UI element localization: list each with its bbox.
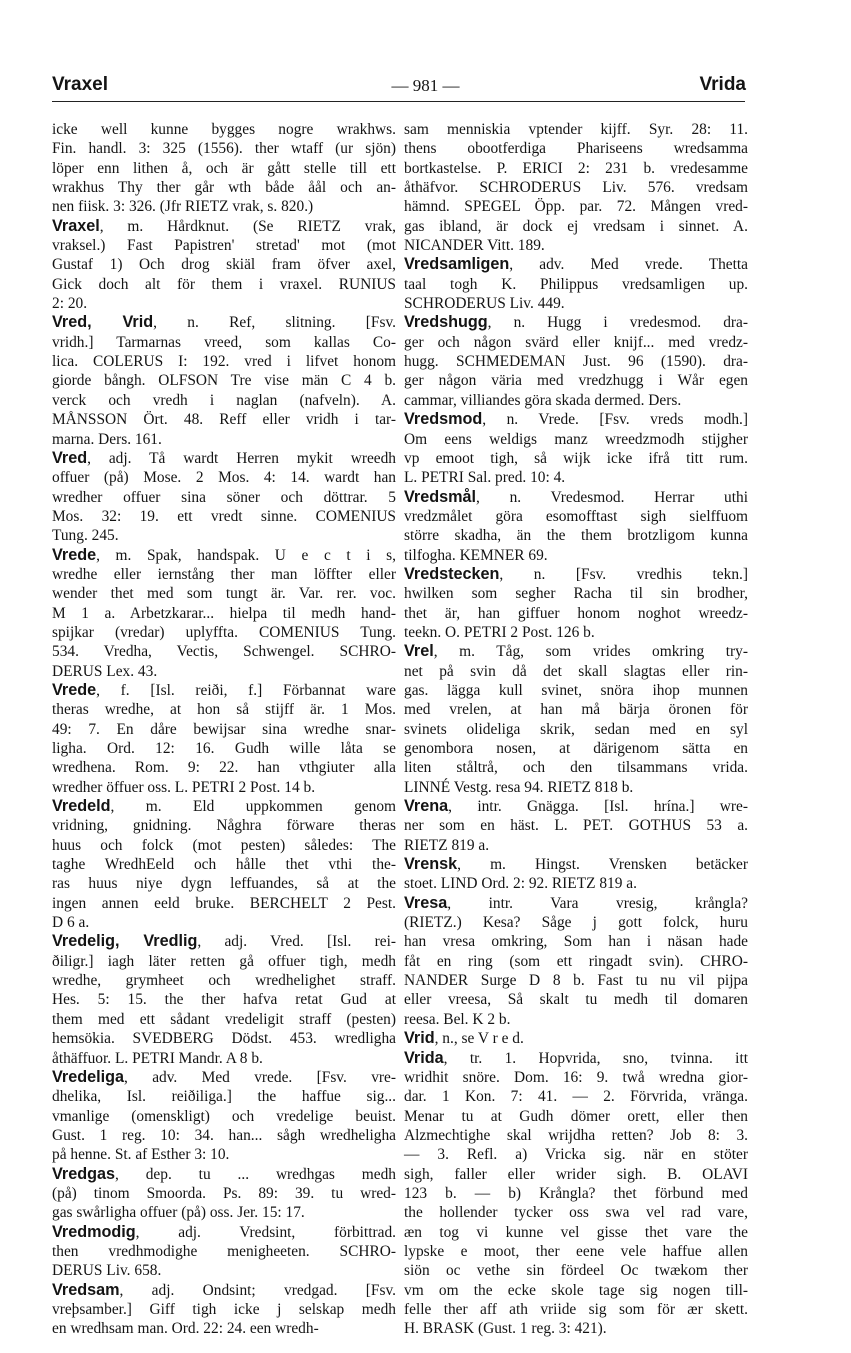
text-line: ingen annen eeld bruke. BERCHELT 2 Pest. xyxy=(52,894,396,912)
text-line: H. BRASK (Gust. 1 reg. 3: 421). xyxy=(404,1320,607,1338)
text-line: stoet. LIND Ord. 2: 92. RIETZ 819 a. xyxy=(404,875,637,893)
text-line: 2: 20. xyxy=(52,295,88,313)
headword: Vredeld xyxy=(52,797,111,816)
text-line: DERUS Liv. 658. xyxy=(52,1262,162,1280)
text-line: vridh.] Tarmarnas vreed, som kallas Co- xyxy=(52,333,396,351)
headword: Vrede xyxy=(52,680,97,699)
text-line: Vredsmål, n. Vredesmod. Herrar uthi xyxy=(404,487,748,506)
text-line: med vrelen, at han må bärja öronen för xyxy=(404,701,748,719)
text-line: större skadha, än the them brotzligom kunna xyxy=(404,527,748,545)
text-line: Tung. 245. xyxy=(52,527,119,545)
text-line: offuer (på) Mose. 2 Mos. 4: 14. wardt han xyxy=(52,469,396,487)
text-line: hwilken som segher Racha til sin brodher, xyxy=(404,585,748,603)
headword: Vrid xyxy=(404,1029,435,1048)
text-line: Vresa, intr. Vara vresig, krångla? xyxy=(404,893,748,912)
headword: Vredsmål xyxy=(404,487,476,506)
left-column xyxy=(52,120,396,1339)
headword: Vred, Vrid xyxy=(52,313,154,332)
right-column xyxy=(404,120,748,1339)
text-line: 123 b. — b) Krångla? thet förbund med xyxy=(404,1184,748,1202)
headword: Vrel xyxy=(404,642,434,661)
running-head-left: Vraxel xyxy=(52,74,108,95)
text-line: wender thet med som tungt är. Var. rer. voc. xyxy=(52,585,396,603)
text-line: Vred, adj. Tå wardt Herren mykit wreedh xyxy=(52,448,396,467)
text-line: icke well kunne bygges nogre wrakhws. xyxy=(52,121,396,138)
text-line: ger och någon svärd eller knijf... med vredz- xyxy=(404,333,748,351)
text-line: ger någon väria med vredzhugg i Wår egen xyxy=(404,372,748,390)
text-line: eller vreesa, Så skalt tu medh til domaren xyxy=(404,991,748,1009)
text-line: Vrede, f. [Isl. reiði, f.] Förbannat ware xyxy=(52,680,396,699)
text-line: net på svin då det skall slagtas eller rin- xyxy=(404,662,748,680)
text-line: Menar tu at Gudh dömer orett, eller then xyxy=(404,1107,748,1125)
text-line: Vredsmod, n. Vrede. [Fsv. vreds modh.] xyxy=(404,410,748,429)
text-line: huus och folck (mot pesten) således: The xyxy=(52,836,396,854)
text-line: Gustaf 1) Och drog skiäl fram öfver axel, xyxy=(52,256,396,274)
text-line: Vrede, m. Spak, handspak. U e c t i s, xyxy=(52,545,396,564)
text-line: åthäfvor. SCHRODERUS Liv. 576. vredsam xyxy=(404,179,748,197)
headword: Vresa xyxy=(404,893,448,912)
text-line: Vrena, intr. Gnägga. [Isl. hrína.] wre- xyxy=(404,797,748,816)
headword: Vrena xyxy=(404,797,449,816)
text-line: nen fiisk. 3: 326. (Jfr RIETZ vrak, s. 820.) xyxy=(52,198,314,216)
text-line: lica. COLERUS I: 192. vred i lifvet honom xyxy=(52,353,396,371)
text-line: siön oc vethe sin fördeel Oc twækom ther xyxy=(404,1262,748,1280)
text-line: Mos. 32: 19. ett vredt sinne. COMENIUS xyxy=(52,507,396,525)
text-line: Vredsamligen, adv. Med vrede. Thetta xyxy=(404,255,748,274)
text-line: taal togh K. Philippus vredsamligen up. xyxy=(404,275,748,293)
text-line: verck och vredh i naglan (nafveln). A. xyxy=(52,391,396,409)
text-line: åthäffuor. L. PETRI Mandr. A 8 b. xyxy=(52,1049,263,1067)
text-line: spijkar (vredar) uplyffta. COMENIUS Tung. xyxy=(52,623,396,641)
text-line: DERUS Lex. 43. xyxy=(52,662,158,680)
headword: Vrida xyxy=(404,1048,444,1067)
text-line: Gick doch alt för them i vraxel. RUNIUS xyxy=(52,275,396,293)
text-line: 49: 7. En dåre bewijsar sina wredhe snar- xyxy=(52,720,396,738)
text-line: felle ther aff ath vriide sig som för ær skett. xyxy=(404,1300,748,1318)
text-line: Vrid, n., se V r e d. xyxy=(404,1029,524,1048)
text-line: Hes. 5: 15. the ther hafva retat Gud at xyxy=(52,991,396,1009)
text-line: Vredelig, Vredlig, adj. Vred. [Isl. rei- xyxy=(52,932,396,951)
text-line: svinets olideliga skrik, sedan med en syl xyxy=(404,720,748,738)
text-line: Gust. 1 reg. 10: 34. han... sågh wredheligha xyxy=(52,1126,396,1144)
text-line: thet är, han giffuer honom noghot wreedz- xyxy=(404,604,748,622)
text-line: Vredgas, dep. tu ... wredhgas medh xyxy=(52,1164,396,1183)
text-line: theras wredhe, at hon så stijff är. 1 Mos. xyxy=(52,701,396,719)
text-line: taghe WredhEeld och hålle thet vthi the- xyxy=(52,856,396,874)
text-line: wridhit snöre. Dom. 16: 9. twå wredna gior- xyxy=(404,1068,748,1086)
headword: Vredeliga xyxy=(52,1067,124,1086)
headword: Vred xyxy=(52,448,88,467)
text-line: bortkastelse. P. ERICI 2: 231 b. vredesamme xyxy=(404,159,748,177)
text-line: marna. Ders. 161. xyxy=(52,430,162,448)
text-line: vp emoot tigh, så wijk icke ifrå titt rum. xyxy=(404,449,748,467)
headword: Vrede xyxy=(52,545,97,564)
text-line: vridning, gnidning. Någhra förware theras xyxy=(52,817,396,835)
text-line: han vresa omkring, Som han i näsan hade xyxy=(404,933,748,951)
text-line: gas. lägga kull svinet, snöra ihop munnen xyxy=(404,681,748,699)
text-line: Vred, Vrid, n. Ref, slitning. [Fsv. xyxy=(52,313,396,332)
text-line: hämnd. SPEGEL Öpp. par. 72. Mången vred- xyxy=(404,198,748,216)
text-line: Vredstecken, n. [Fsv. vredhis tekn.] xyxy=(404,564,748,583)
headword: Vredsamligen xyxy=(404,255,510,274)
text-line: Vraxel, m. Hårdknut. (Se RIETZ vrak, xyxy=(52,216,396,235)
text-line: Fin. handl. 3: 325 (1556). ther wtaff (ur sjön) xyxy=(52,140,396,158)
header-rule xyxy=(52,101,745,102)
text-line: vreþsamber.] Giff tigh icke j selskap medh xyxy=(52,1300,396,1318)
text-line: vm om the ecke skole tage sig nogen till- xyxy=(404,1281,748,1299)
text-line: Vredmodig, adj. Vredsint, förbittrad. xyxy=(52,1222,396,1241)
headword: Vredgas xyxy=(52,1164,115,1183)
text-line: wredher offuer sina söner och döttrar. 5 xyxy=(52,488,396,506)
headword: Vredsmod xyxy=(404,410,483,429)
headword: Vredshugg xyxy=(404,313,488,332)
text-line: hugg. SCHMEDEMAN Just. 96 (1590). dra- xyxy=(404,353,748,371)
text-line: genombora nosen, at därigenom sätta en xyxy=(404,740,748,757)
text-line: liten ståltrå, och den tilsammans vrida. xyxy=(404,759,748,777)
headword: Vrensk xyxy=(404,855,458,874)
text-line: vraksel.) Fast Papistren' stretad' mot (mot xyxy=(52,237,396,255)
text-line: tilfogha. KEMNER 69. xyxy=(404,546,548,564)
text-line: löper enn lithen å, och är gått stelle till ett xyxy=(52,159,396,177)
text-line: Vrensk, m. Hingst. Vrensken betäcker xyxy=(404,855,748,874)
text-line: æn tog vi kunne vel gisse thet vare the xyxy=(404,1223,748,1241)
text-line: teekn. O. PETRI 2 Post. 126 b. xyxy=(404,623,595,641)
running-head-right: Vrida xyxy=(699,74,746,95)
text-line: på henne. St. af Esther 3: 10. xyxy=(52,1146,230,1164)
text-line: lypske e moot, ther eene vele haffue allen xyxy=(404,1242,748,1260)
text-line: them med ett sådant vredeligit straff (pesten) xyxy=(52,1010,396,1028)
text-line: wredhe eller iernstång ther man löffter eller xyxy=(52,565,396,583)
text-line: (på) tinom Smoorda. Ps. 89: 39. tu wred- xyxy=(52,1184,396,1202)
text-line: LINNÉ Vestg. resa 94. RIETZ 818 b. xyxy=(404,778,634,796)
text-line: vmanlige (omenskligt) och vredelige beuist. xyxy=(52,1107,396,1125)
text-line: ner som en häst. L. PET. GOTHUS 53 a. xyxy=(404,817,748,835)
text-line: M 1 a. Arbetzkarar... hielpa til medh hand- xyxy=(52,604,396,622)
text-line: Vrida, tr. 1. Hopvrida, sno, tvinna. itt xyxy=(404,1048,748,1067)
headword: Vredmodig xyxy=(52,1222,136,1241)
headword: Vredstecken xyxy=(404,564,500,583)
text-line: ðiligr.] iagh läter retten gå offuer tigh, medh xyxy=(52,952,396,970)
text-line: (RIETZ.) Kesa? Såge j gott folck, huru xyxy=(404,914,748,932)
text-line: then vredhmodighe menigheeten. SCHRO- xyxy=(52,1242,396,1260)
headword: Vraxel xyxy=(52,216,100,235)
text-line: — 3. Refl. a) Vricka sig. när en stöter xyxy=(404,1146,748,1164)
text-line: ras huus niye dygn leffuandes, så at the xyxy=(52,875,396,893)
text-line: sigh, faller eller wrider sigh. B. OLAVI xyxy=(404,1165,748,1183)
text-line: dar. 1 Kon. 7: 41. — 2. Förvrida, vränga. xyxy=(404,1088,748,1106)
text-line: Vredsam, adj. Ondsint; vredgad. [Fsv. xyxy=(52,1280,396,1299)
text-line: reesa. Bel. K 2 b. xyxy=(404,1010,511,1028)
headword: Vredsam xyxy=(52,1280,120,1299)
text-line: sam menniskia vptender kijff. Syr. 28: 11. xyxy=(404,121,748,138)
text-line: gas swårligha offuer (på) oss. Jer. 15: 17. xyxy=(52,1204,305,1222)
text-line: NANDER Surge D 8 b. Fast tu nu vil pijpa xyxy=(404,972,748,990)
text-line: giorde bångh. OLFSON Tre vise män C 4 b. xyxy=(52,372,396,390)
page-number: — 981 — xyxy=(391,76,460,95)
text-line: 534. Vredha, Vectis, Schwengel. SCHRO- xyxy=(52,643,396,661)
text-line: Vredeld, m. Eld uppkommen genom xyxy=(52,797,396,816)
text-line: gas ibland, är dock ej vredsam i sinnet. A. xyxy=(404,217,748,235)
text-line: Vredshugg, n. Hugg i vredesmod. dra- xyxy=(404,313,748,332)
text-line: wredhena. Rom. 9: 22. han vthgiuter alla xyxy=(52,759,396,777)
text-line: vredzmålet göra esomofftast sigh sielffuom xyxy=(404,507,748,525)
text-line: dhelika, Isl. reiðiliga.] the haffue sig... xyxy=(52,1088,396,1106)
text-line: cammar, villiandes göra skada dermed. Ders. xyxy=(404,391,682,409)
text-line: Om eens weldigs manz wreedzmodh stijgher xyxy=(404,430,748,448)
text-line: Vrel, m. Tåg, som vrides omkring try- xyxy=(404,642,748,661)
text-line: D 6 a. xyxy=(52,914,90,932)
text-line: thens obootferdiga Phariseens wredsamma xyxy=(404,140,748,158)
text-line: RIETZ 819 a. xyxy=(404,836,490,854)
text-line: Alzmechtighe skal wrijdha retten? Job 8: 3. xyxy=(404,1126,748,1144)
text-line: the hollender tycker oss swa vel rad vare, xyxy=(404,1204,748,1222)
text-line: fåt en ring (som ett ringadt svin). CHRO- xyxy=(404,952,748,970)
text-line: wredhe, grymheet och wredhelighet straff. xyxy=(52,972,396,990)
text-line: hemsökia. SVEDBERG Dödst. 453. wredligha xyxy=(52,1030,396,1048)
text-line: SCHRODERUS Liv. 449. xyxy=(404,295,565,313)
text-line: NICANDER Vitt. 189. xyxy=(404,237,545,255)
text-line: L. PETRI Sal. pred. 10: 4. xyxy=(404,469,566,487)
text-line: en wredhsam man. Ord. 22: 24. een wredh- xyxy=(52,1320,319,1338)
text-line: MÅNSSON Ört. 48. Reff eller vridh i tar- xyxy=(52,411,396,429)
text-line: wrakhus Thy ther går wth både åål och an- xyxy=(52,179,396,197)
headword: Vredelig, Vredlig xyxy=(52,932,198,951)
text-line: ligha. Ord. 12: 16. Gudh wille låta se xyxy=(52,740,396,757)
text-line: Vredeliga, adv. Med vrede. [Fsv. vre- xyxy=(52,1067,396,1086)
text-line: wredher öffuer oss. L. PETRI 2 Post. 14 b. xyxy=(52,778,316,796)
